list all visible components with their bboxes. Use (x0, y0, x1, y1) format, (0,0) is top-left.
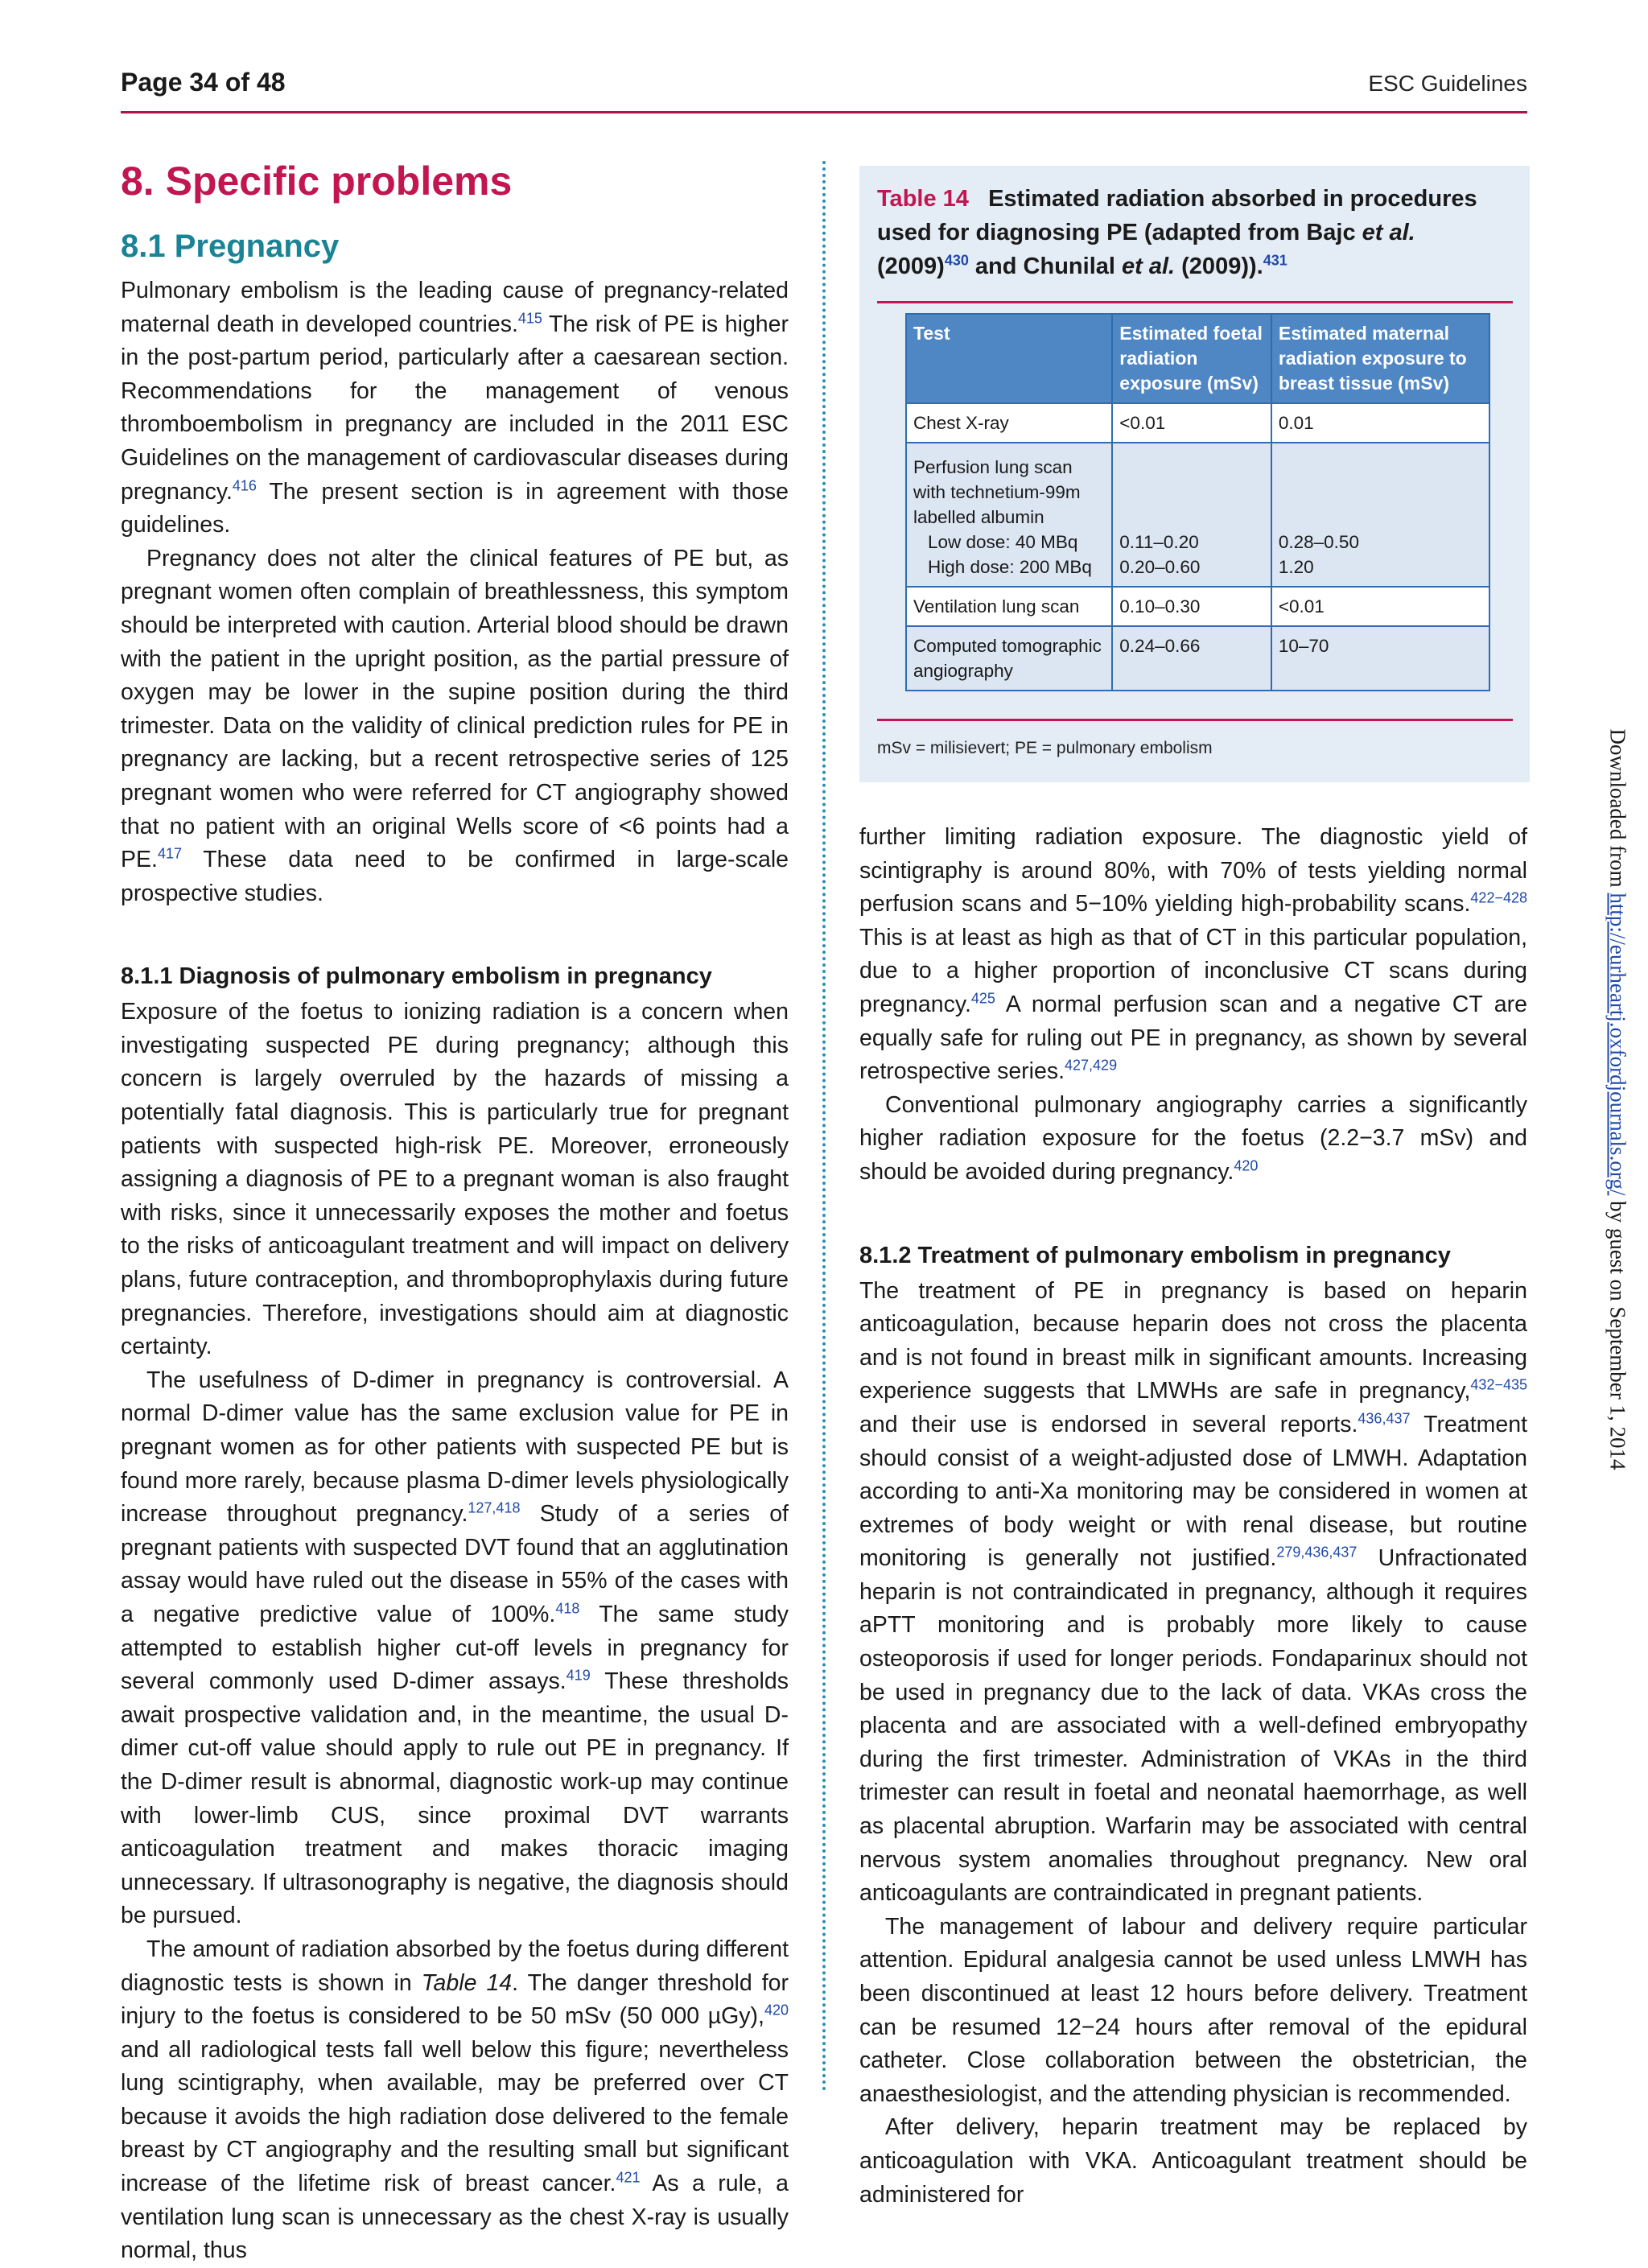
text: A normal perfusion scan and a negative CT are equally safe for ruling out PE in pregnancy, as shown by several retrospective series. (859, 991, 1527, 1085)
caption-text: (2009) (877, 254, 945, 279)
cell-maternal (1271, 443, 1489, 587)
citation[interactable]: 418 (555, 1600, 580, 1617)
table-caption (877, 182, 1513, 283)
page-number: Page 34 of 48 (121, 68, 286, 97)
text: The amount of radiation absorbed by the foetus during different diagnostic tests is shown in (121, 1936, 789, 1996)
paragraph-labour (859, 1911, 1527, 2112)
table-bottom-rule (877, 719, 1513, 721)
text: Study of a series of pregnant patients with suspected DVT found that an agglutination assay would have ruled out the disease in 55% of the cases with a negative predictive value of 100%. (121, 1501, 789, 1627)
text: and all radiological tests fall well below this figure; nevertheless lung scintigraphy, when available, may be preferred over CT because it avoids the high radiation dose delivered to the female breast by CT angiography and the resulting small but significant increase of the lifetime risk of breast cancer. (121, 2036, 789, 2197)
text: The present section is in agreement with those guidelines. (121, 478, 789, 538)
citation[interactable]: 417 (157, 845, 182, 862)
heading-8-1-2: 8.1.2 Treatment of pulmonary embolism in pregnancy (859, 1242, 1451, 1268)
text: Unfractionated heparin is not contraindicated in pregnancy, although it requires aPTT monitoring and is probably more likely to cause osteoporosis if used for longer periods. Fondaparinux should not be used in pregnancy due to the lack of data. VKAs cross the placenta and are associated with a well-defined embryopathy during the first trimester. Administration of VKAs in the third trimester can result in foetal and neonatal haemorrhage, as well as placental abruption. Warfarin may be associated with central nervous system anomalies throughout pregnancy. New oral anticoagulants are contraindicated in pregnant patients. (859, 1545, 1527, 1907)
text: These thresholds await prospective validation and, in the meantime, the usual D-dimer cut-off value should apply to rule out PE in pregnancy. If the D-dimer result is abnormal, diagnostic work-up may continue with lower-limb CUS, since proximal DVT warrants anticoagulation treatment and makes thoracic imaging unnecessary. If ultrasonography is negative, the diagnosis should be pursued. (121, 1668, 789, 1929)
cell-maternal: <0.01 (1271, 587, 1489, 626)
text: This is at least as high as that of CT in this particular population, due to a higher proportion of inconclusive CT scans during pregnancy. (859, 924, 1527, 1017)
table-row (906, 626, 1489, 691)
cell-text: Low dose: 40 MBq (928, 532, 1078, 552)
table-row (906, 587, 1489, 626)
paragraph-radiation (121, 1933, 789, 2268)
cell-foetal: 0.10–0.30 (1112, 587, 1271, 626)
table-row (906, 443, 1489, 587)
cell-test: Ventilation lung scan (906, 587, 1112, 626)
cell-text: 1.20 (1278, 557, 1314, 577)
text: . The danger threshold for injury to the foetus is considered to be 50 mSv (50 000 µGy), (121, 1969, 789, 2030)
caption-text: (2009)). (1175, 254, 1263, 279)
text: Exposure of the foetus to ionizing radiation is a concern when investigating suspected PE during pregnancy; although this concern is largely overruled by the hazards of missing a potentially fatal diagnosis. This is particularly true for pregnant patients with suspected high-risk PE. Moreover, erroneously assigning a diagnosis of PE to a pregnant woman is also fraught with risks, since it unnecessarily exposes the mother and foetus to the risks of anticoagulant treatment and will impact on delivery plans, future contraception, and thromboprophylaxis during future pregnancies. Therefore, investigations should aim at diagnostic certainty. (121, 999, 789, 1360)
cell-text: High dose: 200 MBq (928, 557, 1092, 577)
text: The treatment of PE in pregnancy is based on heparin anticoagulation, because heparin does not cross the placenta and is not found in breast milk in significant amounts. Increasing experience suggests that LMWHs are safe in pregnancy, (859, 1277, 1527, 1404)
cell-text: 0.20–0.60 (1119, 557, 1201, 577)
section-title: 8. Specific problems (121, 159, 513, 204)
table-14-box (859, 166, 1530, 782)
cell-test: Computed tomographic angiography (906, 626, 1112, 691)
cell-foetal (1112, 443, 1271, 587)
text: further limiting radiation exposure. The diagnostic yield of scintigraphy is around 80%, with 70% of tests yielding normal perfusion scans and 5−10% yielding high-probability scans. (859, 824, 1527, 918)
cell-test (906, 443, 1112, 587)
cell-text: 0.11–0.20 (1119, 532, 1199, 552)
notice-text: by guest on September 1, 2014 (1605, 1195, 1630, 1470)
journal-link[interactable]: http://eurheartj.oxfordjournals.org/ (1605, 893, 1630, 1196)
text: After delivery, heparin treatment may be replaced by anticoagulation with VKA. Anticoagulant treatment should be administered for (859, 2114, 1527, 2208)
download-notice (1605, 134, 1630, 2065)
table-footnote: mSv = milisievert; PE = pulmonary embolism (877, 739, 1213, 757)
citation[interactable]: 427,429 (1065, 1057, 1118, 1074)
heading-8-1-1: 8.1.1 Diagnosis of pulmonary embolism in pregnancy (121, 963, 712, 990)
text: The risk of PE is higher in the post-partum period, particularly after a caesarean section. Recommendations for the management of venous thromboembolism in pregnancy are included in the 2011 ESC Guidelines on the management of cardiovascular diseases during pregnancy. (121, 311, 789, 505)
text: Pregnancy does not alter the clinical features of PE but, as pregnant women often complain of breathlessness, this symptom should be interpreted with caution. Arterial blood should be drawn with the patient in the upright position, as the partial pressure of oxygen may be lower in the supine position during the third trimester. Data on the validity of clinical prediction rules for PE in pregnancy are lacking, but a recent retrospective series of 125 pregnant women who were referred for CT angiography showed that no patient with an original Wells score of <6 points had a PE. (121, 545, 789, 873)
paragraph-intro (121, 274, 789, 542)
citation[interactable]: 279,436,437 (1276, 1544, 1358, 1561)
citation[interactable]: 432−435 (1470, 1376, 1527, 1393)
citation[interactable]: 420 (764, 2002, 789, 2019)
citation[interactable]: 127,418 (468, 1499, 521, 1516)
radiation-table (905, 313, 1490, 691)
caption-text: Estimated radiation absorbed in procedures used for diagnosing PE (adapted from Bajc (877, 186, 1477, 245)
table-label: Table 14 (877, 186, 969, 212)
citation[interactable]: 416 (232, 477, 257, 494)
citation[interactable]: 422−428 (1470, 889, 1527, 906)
notice-text: Downloaded from (1605, 728, 1630, 893)
cell-text: Perfusion lung scan with technetium-99m labelled albumin (913, 457, 1081, 527)
cell-maternal: 0.01 (1271, 403, 1489, 443)
header-rule (121, 111, 1527, 113)
cell-test: Chest X-ray (906, 403, 1112, 443)
table-top-rule (877, 301, 1513, 303)
cell-foetal: <0.01 (1112, 403, 1271, 443)
caption-text: et al. (1122, 254, 1176, 279)
table-row (906, 403, 1489, 443)
text: The usefulness of D-dimer in pregnancy is controversial. A normal D-dimer value has the same exclusion value for PE in pregnant women as for other patients with suspected PE but is found more rarely, because plasma D-dimer levels physiologically increase throughout pregnancy. (121, 1367, 789, 1528)
header-foetal: Estimated foetal radiation exposure (mSv) (1112, 314, 1271, 403)
header-maternal: Estimated maternal radiation exposure to breast tissue (mSv) (1271, 314, 1489, 403)
header-test: Test (906, 314, 1112, 403)
cell-foetal: 0.24–0.66 (1112, 626, 1271, 691)
citation[interactable]: 425 (970, 990, 995, 1007)
text: and their use is endorsed in several reports. (859, 1411, 1358, 1437)
citation[interactable]: 430 (944, 252, 969, 269)
paragraph-treatment (859, 1275, 1527, 1911)
citation[interactable]: 420 (1234, 1157, 1259, 1174)
citation[interactable]: 419 (566, 1667, 591, 1684)
paragraph-exposure (121, 996, 789, 1364)
text: Pulmonary embolism is the leading cause of pregnancy-related maternal death in developed countries. (121, 278, 789, 337)
column-divider (822, 161, 826, 2093)
citation[interactable]: 415 (517, 310, 542, 327)
text: Treatment should consist of a weight-adjusted dose of LMWH. Adaptation according to anti-Xa monitoring may be considered in women at extremes of body weight or with renal disease, but routine monitoring is generally not justified. (859, 1411, 1527, 1572)
text: These data need to be confirmed in large-scale prospective studies. (121, 847, 789, 906)
citation[interactable]: 436,437 (1358, 1410, 1411, 1427)
text: The same study attempted to establish higher cut-off levels in pregnancy for several commonly used D-dimer assays. (121, 1601, 789, 1695)
right-column (859, 821, 1527, 2212)
caption-text: and Chunilal (968, 254, 1122, 279)
paragraph-after-delivery (859, 2111, 1527, 2212)
paragraph-clinical (121, 542, 789, 911)
caption-text: et al. (1362, 220, 1415, 245)
journal-running-head: ESC Guidelines (1368, 71, 1527, 96)
table-header-row (906, 314, 1489, 403)
text: Conventional pulmonary angiography carries a significantly higher radiation exposure for the foetus (2.2−3.7 mSv) and should be avoided during pregnancy. (859, 1091, 1527, 1185)
paragraph-angiography (859, 1089, 1527, 1190)
text: The management of labour and delivery require particular attention. Epidural analgesia cannot be used unless LMWH has been discontinued at least 12 hours before delivery. Treatment can be resumed 12−24 hours after removal of the epidural catheter. Close collaboration between the obstetrician, the anaesthesiologist, and the attending physician is recommended. (859, 1913, 1527, 2107)
citation[interactable]: 431 (1263, 252, 1288, 269)
citation[interactable]: 421 (616, 2169, 641, 2186)
cell-text: 0.28–0.50 (1278, 532, 1359, 552)
text: As a rule, a ventilation lung scan is unnecessary as the chest X-ray is usually normal, thus (121, 2171, 789, 2264)
subsection-title: 8.1 Pregnancy (121, 229, 340, 264)
paragraph-d-dimer (121, 1364, 789, 1933)
table-reference[interactable]: Table 14 (421, 1969, 513, 1996)
paragraph-scintigraphy (859, 821, 1527, 1089)
left-column (121, 157, 789, 2268)
cell-maternal: 10–70 (1271, 626, 1489, 691)
